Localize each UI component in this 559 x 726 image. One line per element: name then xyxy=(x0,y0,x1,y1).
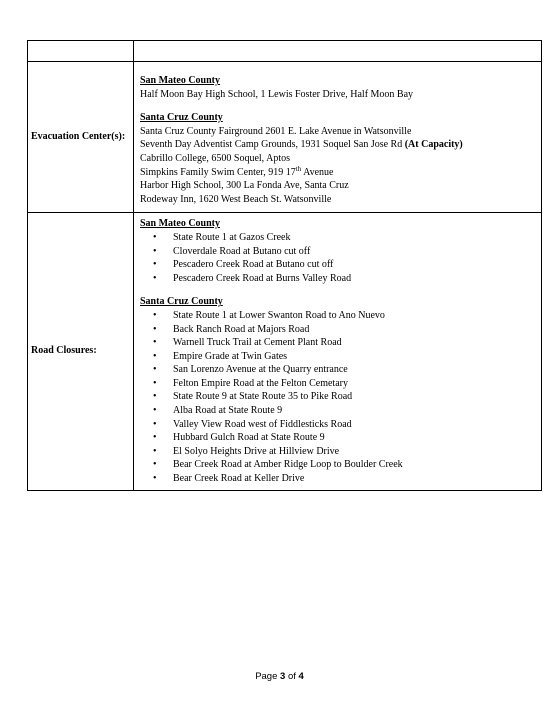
evac-san-mateo-item: Half Moon Bay High School, 1 Lewis Foster Drive, Half Moon Bay xyxy=(140,88,414,100)
list-item xyxy=(140,245,537,259)
ordinal-suffix: th xyxy=(295,164,302,173)
bullet-icon: • xyxy=(153,432,157,444)
spacer xyxy=(140,101,537,111)
bullet-icon: • xyxy=(153,323,157,335)
road-closures-content xyxy=(134,213,542,490)
list-item xyxy=(140,445,537,459)
list-item xyxy=(140,231,537,245)
bullet-icon: • xyxy=(153,377,157,389)
road-closure-text: State Route 9 at State Route 35 to Pike Road xyxy=(173,391,353,403)
bullet-icon: • xyxy=(153,245,157,257)
road-closure-text: State Route 1 at Gazos Creek xyxy=(173,231,291,243)
list-item xyxy=(140,336,537,350)
road-closure-text: Pescadero Creek Road at Burns Valley Road xyxy=(173,272,352,284)
road-closure-text: Warnell Truck Trail at Cement Plant Road xyxy=(173,337,342,349)
evac-santa-cruz-item: Cabrillo College, 6500 Soquel, Aptos xyxy=(140,152,290,164)
evacuation-content xyxy=(134,62,542,213)
bullet-icon: • xyxy=(153,418,157,430)
list-item xyxy=(140,404,537,418)
evac-santa-cruz-item xyxy=(140,138,537,152)
current-page-number: 3 xyxy=(280,671,286,682)
road-closures-row xyxy=(28,213,542,490)
evac-san-mateo-heading: San Mateo County xyxy=(140,75,221,86)
list-item xyxy=(140,323,537,337)
evac-santa-cruz-item xyxy=(140,166,537,180)
bullet-icon: • xyxy=(153,259,157,271)
roads-san-mateo-heading: San Mateo County xyxy=(140,218,221,230)
bullet-icon: • xyxy=(153,391,157,403)
evac-santa-cruz-heading: Santa Cruz County xyxy=(140,112,223,124)
evac-item-text: Seventh Day Adventist Camp Grounds, 1931 Soquel San Jose Rd xyxy=(140,139,405,151)
total-page-number: 4 xyxy=(298,671,304,682)
road-closure-text: Pescadero Creek Road at Butano cut off xyxy=(173,259,334,271)
list-item xyxy=(140,431,537,445)
list-item xyxy=(140,258,537,272)
list-item xyxy=(140,418,537,432)
road-closure-text: Back Ranch Road at Majors Road xyxy=(173,323,310,335)
list-item xyxy=(140,309,537,323)
bullet-icon: • xyxy=(153,473,157,485)
bullet-icon: • xyxy=(153,337,157,349)
bullet-icon: • xyxy=(153,272,157,284)
bullet-icon: • xyxy=(153,364,157,376)
evac-santa-cruz-item: Santa Cruz County Fairground 2601 E. Lake Avenue in Watsonville xyxy=(140,125,412,137)
santa-cruz-road-list xyxy=(140,309,537,486)
evac-item-text: Avenue xyxy=(301,166,334,178)
road-closure-text: State Route 1 at Lower Swanton Road to Ano Nuevo xyxy=(173,309,385,321)
road-closure-text: Cloverdale Road at Butano cut off xyxy=(173,245,311,257)
road-closure-text: Alba Road at State Route 9 xyxy=(173,405,283,417)
road-closure-text: Empire Grade at Twin Gates xyxy=(173,350,288,362)
road-closure-text: San Lorenzo Avenue at the Quarry entrance xyxy=(173,364,348,376)
of-word: of xyxy=(285,671,299,682)
road-closure-text: Bear Creek Road at Keller Drive xyxy=(173,473,305,485)
road-closure-text: Hubbard Gulch Road at State Route 9 xyxy=(173,432,325,444)
evac-item-text: Simpkins Family Swim Center, 919 17 xyxy=(140,166,296,178)
bullet-icon: • xyxy=(153,445,157,457)
bullet-icon: • xyxy=(153,231,157,243)
spacer xyxy=(140,285,537,295)
road-closure-text: Bear Creek Road at Amber Ridge Loop to Boulder Creek xyxy=(173,459,403,471)
evacuation-row xyxy=(28,62,542,213)
evac-santa-cruz-item: Rodeway Inn, 1620 West Beach St. Watsonville xyxy=(140,193,332,205)
spacer xyxy=(140,206,537,208)
san-mateo-road-list xyxy=(140,231,537,285)
evac-santa-cruz-item: Harbor High School, 300 La Fonda Ave, Santa Cruz xyxy=(140,180,349,192)
road-closure-text: Felton Empire Road at the Felton Cemetary xyxy=(173,377,348,389)
bullet-icon: • xyxy=(153,405,157,417)
list-item xyxy=(140,377,537,391)
spacer xyxy=(140,66,537,74)
list-item xyxy=(140,390,537,404)
list-item xyxy=(140,272,537,286)
bullet-icon: • xyxy=(153,459,157,471)
at-capacity-note: (At Capacity) xyxy=(404,139,463,151)
list-item xyxy=(140,472,537,486)
table-header-row xyxy=(28,41,542,62)
road-closures-label: Road Closures: xyxy=(28,213,134,490)
bullet-icon: • xyxy=(153,350,157,362)
list-item xyxy=(140,363,537,377)
blank-label-cell xyxy=(28,41,134,62)
list-item xyxy=(140,458,537,472)
page-footer xyxy=(0,671,559,682)
page-word: Page xyxy=(255,671,281,682)
road-closure-text: Valley View Road west of Fiddlesticks Road xyxy=(173,418,352,430)
evacuation-label: Evacuation Center(s): xyxy=(28,62,134,213)
blank-content-cell xyxy=(134,41,542,62)
info-table xyxy=(27,40,542,491)
bullet-icon: • xyxy=(153,309,157,321)
roads-santa-cruz-heading: Santa Cruz County xyxy=(140,296,223,308)
road-closure-text: El Solyo Heights Drive at Hillview Drive xyxy=(173,445,340,457)
list-item xyxy=(140,350,537,364)
